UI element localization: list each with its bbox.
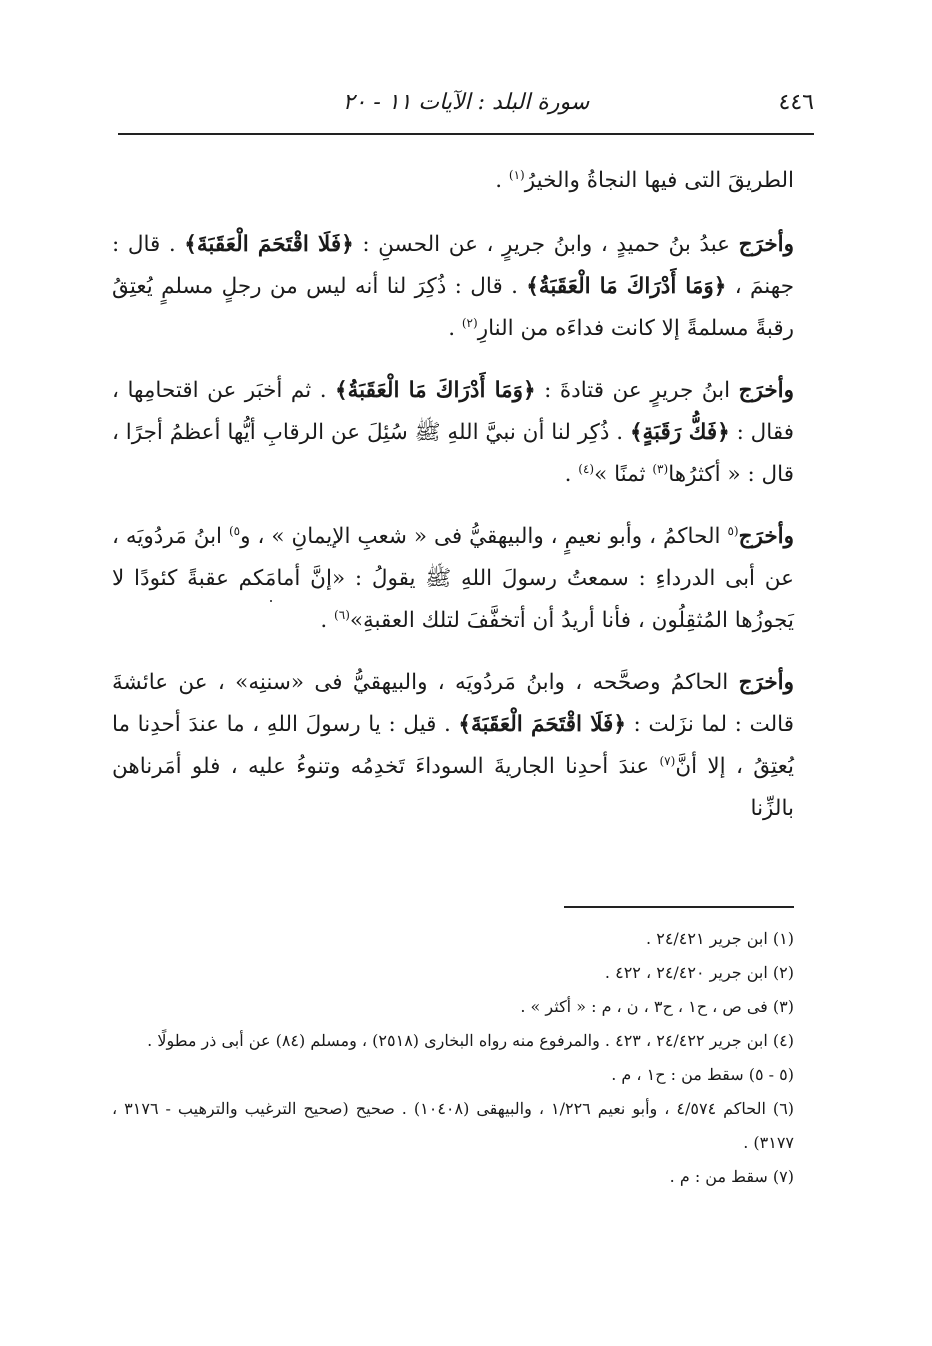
footnote-marker: (٣) bbox=[652, 461, 669, 476]
text-run: . bbox=[320, 608, 335, 633]
text-run: . قيل : يا رسولَ اللهِ ، ما عندَ أحدِنا ما يُعتِقُ ، إلا أنَّ bbox=[112, 712, 794, 779]
paragraph bbox=[112, 662, 794, 830]
lead-word: وأخرَج bbox=[738, 378, 794, 403]
text-run: . ثم أخبَر عن اقتحامِها ، فقال : bbox=[112, 378, 794, 445]
footnote: (٧) سقط من : م . bbox=[669, 1167, 794, 1186]
footnote-marker: (٥ bbox=[727, 523, 739, 538]
footnote-marker: ٥) bbox=[228, 523, 241, 538]
text-run: . bbox=[564, 462, 579, 487]
text-run: . قال : جهنمَ ، bbox=[112, 232, 794, 299]
speck bbox=[270, 600, 272, 602]
footnote: (٥ - ٥) سقط من : ح١ ، م . bbox=[611, 1065, 794, 1084]
header-rule bbox=[118, 133, 814, 135]
page-number: ٤٤٦ bbox=[778, 90, 814, 115]
text-run: ابنُ جريرٍ عن قتادةَ : bbox=[535, 378, 739, 403]
running-head: سورة البلد : الآيات ١١ - ٢٠ bbox=[342, 90, 590, 115]
text-run: الحاكمُ ، وأبو نعيمٍ ، والبيهقيُّ فى « شعبِ الإيمانِ » ، و bbox=[240, 524, 728, 549]
page-header bbox=[118, 86, 814, 126]
quran-verse: ﴿فَكُّ رَقَبَةٍ﴾ bbox=[629, 420, 730, 445]
quran-verse: ﴿فَلَا اقْتَحَمَ الْعَقَبَةَ﴾ bbox=[184, 232, 354, 257]
text-run: ثمنًا » bbox=[594, 462, 653, 487]
quran-verse: ﴿وَمَا أَدْرَاكَ مَا الْعَقَبَةُ﴾ bbox=[335, 378, 536, 403]
text-run: . قال : ذُكِرَ لنا أنه ليس من رجلٍ مسلمٍ يُعتِقُ رقبةً مسلمةً إلا كانت فداءَه من النارِ bbox=[112, 274, 794, 341]
footnote: (٦) الحاكم ٤/٥٧٤ ، وأبو نعيم ١/٢٢٦ ، والبيهقى (١٠٤٠٨) . صحيح (صحيح الترغيب والترهيب - ٣١٧٦ ، ٣١٧٧) . bbox=[112, 1099, 795, 1152]
footnote-marker: (٦) bbox=[334, 607, 350, 622]
footnote-marker: (١) bbox=[508, 167, 525, 182]
text-run: ابنُ مَردُويَه ، عن أبى الدرداءِ : سمعتُ رسولَ اللهِ ﷺ يقولُ : «إنَّ أمامَكم عقبةً كئودًا لا يَجوزُها المُثقِلُون ، فأنا أريدُ أن أتخفَّفَ لتلك العقبةِ» bbox=[112, 524, 794, 633]
text-run: . bbox=[448, 316, 462, 341]
footnote: (٣) فى ص ، ح١ ، ح٣ ، ن ، م : « أكثر » . bbox=[520, 997, 794, 1016]
lead-word: وأخرَج bbox=[738, 524, 794, 549]
quran-verse: ﴿فَلَا اقْتَحَمَ الْعَقَبَةَ﴾ bbox=[458, 712, 626, 737]
quran-verse: ﴿وَمَا أَدْرَاكَ مَا الْعَقَبَةُ﴾ bbox=[526, 274, 727, 299]
text-run: عبدُ بنُ حميدٍ ، وابنُ جريرٍ ، عن الحسنِ : bbox=[353, 232, 739, 257]
lead-word: وأخرَج bbox=[738, 670, 794, 695]
text-run: الحاكمُ وصحَّحه ، وابنُ مَردُويَه ، والبيهقيُّ فى «سننِه» ، عن عائشةَ قالت : لما نزَلت : bbox=[112, 670, 794, 737]
paragraph bbox=[112, 160, 794, 202]
paragraph bbox=[112, 224, 794, 350]
footnote: (٤) ابن جرير ٢٤/٤٢٢ ، ٤٢٣ . والمرفوع منه رواه البخارى (٢٥١٨) ، ومسلم (٨٤) عن أبى ذر مطولًا . bbox=[147, 1031, 794, 1050]
footnote: (٢) ابن جرير ٢٤/٤٢٠ ، ٤٢٢ . bbox=[604, 963, 794, 982]
paragraph bbox=[112, 370, 794, 496]
footnote: (١) ابن جرير ٢٤/٤٢١ . bbox=[646, 929, 794, 948]
text-run: الطريقَ التى فيها النجاةُ والخيرُ bbox=[524, 168, 794, 193]
paragraph bbox=[112, 516, 794, 642]
footnote-marker: (٧) bbox=[659, 753, 676, 768]
footnotes bbox=[112, 922, 794, 1194]
main-text bbox=[112, 160, 794, 850]
footnote-marker: (٤) bbox=[578, 461, 595, 476]
text-run: . ذُكِر لنا أن نبيَّ اللهِ ﷺ سُئِلَ عن الرقابِ أيُّها أعظمُ أجرًا ، قال : « أكثرُها bbox=[112, 420, 794, 487]
lead-word: وأخرَج bbox=[738, 232, 794, 257]
footnote-marker: (٢) bbox=[461, 315, 478, 330]
text-run: . bbox=[495, 168, 509, 193]
footnote-rule bbox=[564, 906, 794, 908]
text-run: عندَ أحدِنا الجاريةَ السوداءَ تَخدِمُه وتنوءُ عليه ، فلو أمَرناهن بالزِّنا bbox=[112, 754, 794, 821]
